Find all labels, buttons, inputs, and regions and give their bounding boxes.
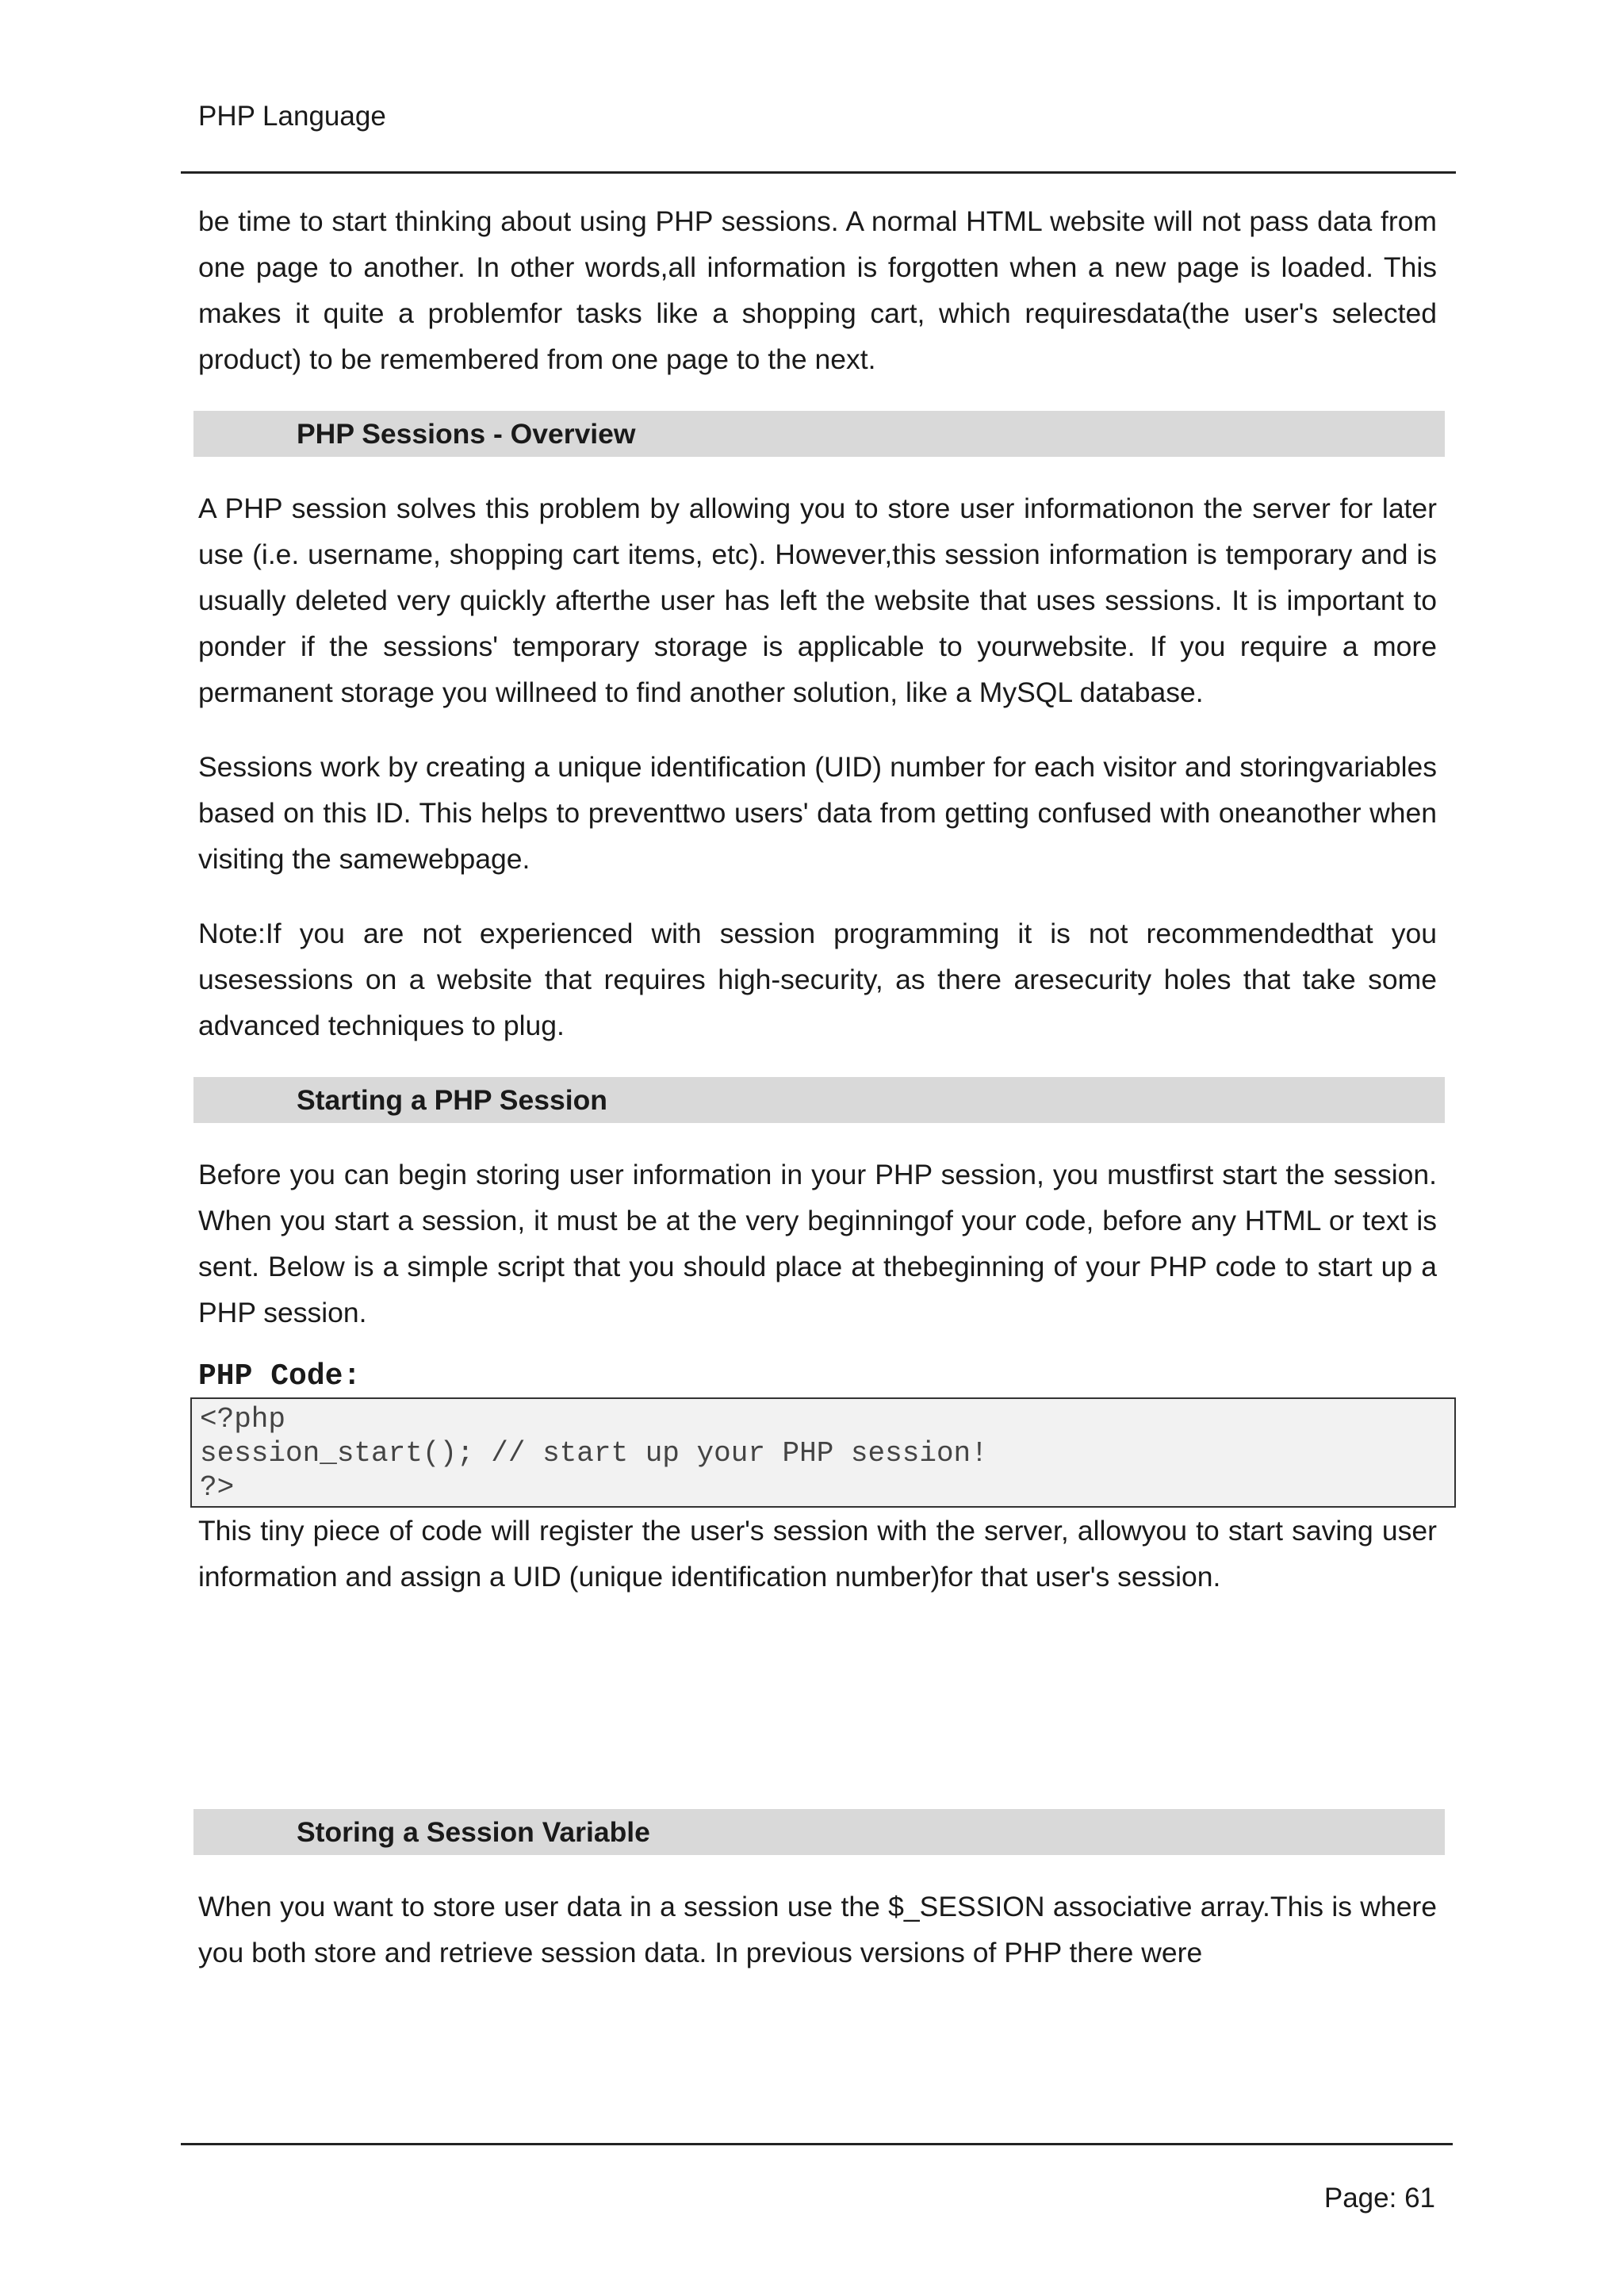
overview-paragraph-1: A PHP session solves this problem by allowing you to store user informationon the server for later use (i.e. username, shopping cart items, etc). However,this session information is temporary and is usually deleted very quickly afterthe user has left the website that uses sessions. It is important to ponder if the sessions' temporary storage is applicable to yourwebsite. If you require a more permanent storage you willneed to find another solution, like a MySQL database. — [198, 493, 1437, 708]
overview-paragraph-2: Sessions work by creating a unique identification (UID) number for each visitor and storingvariables based on this ID. This helps to preventtwo users' data from getting confused with oneanother when visiting the samewebpage. — [198, 751, 1437, 875]
section-heading-storing-variable: Storing a Session Variable — [193, 1809, 1445, 1855]
blank-space — [198, 1628, 1437, 1809]
section-heading-sessions-overview: PHP Sessions - Overview — [193, 411, 1445, 457]
code-label: PHP Code: — [198, 1359, 362, 1393]
page-content — [198, 198, 1437, 1976]
running-header: PHP Language — [198, 101, 386, 132]
code-line: <?php — [200, 1403, 286, 1435]
intro-paragraph: be time to start thinking about using PHP sessions. A normal HTML website will not pass data from one page to another. In other words,all information is forgotten when a new page is loaded. This makes it quite a problemfor tasks like a shopping cart, which requiresdata(the user's selected product) to be remembered from one page to the next. — [198, 205, 1437, 375]
storing-paragraph-1: When you want to store user data in a session use the $_SESSION associative array.This is where you both store and retrieve session data. In previous versions of PHP there were — [198, 1891, 1437, 1968]
page-number: Page: 61 — [1323, 2183, 1435, 2214]
starting-paragraph-2: This tiny piece of code will register the user's session with the server, allowyou to start saving user information and assign a UID (unique identification number)for that user's session. — [198, 1515, 1437, 1593]
code-block — [190, 1397, 1456, 1508]
code-line: ?> — [200, 1471, 235, 1504]
section-heading-starting-session: Starting a PHP Session — [193, 1077, 1445, 1123]
header-divider — [181, 171, 1456, 174]
footer-divider — [181, 2143, 1453, 2145]
overview-paragraph-3: Note:If you are not experienced with session programming it is not recommendedthat you usesessions on a website that requires high-security, as there aresecurity holes that take some advanced techniques to plug. — [198, 918, 1437, 1041]
code-line: session_start(); // start up your PHP session! — [200, 1437, 988, 1470]
starting-paragraph-1: Before you can begin storing user information in your PHP session, you mustfirst start the session. When you start a session, it must be at the very beginningof your code, before any HTML or text is sent. Below is a simple script that you should place at thebeginning of your PHP code to start up a PHP session. — [198, 1159, 1437, 1328]
